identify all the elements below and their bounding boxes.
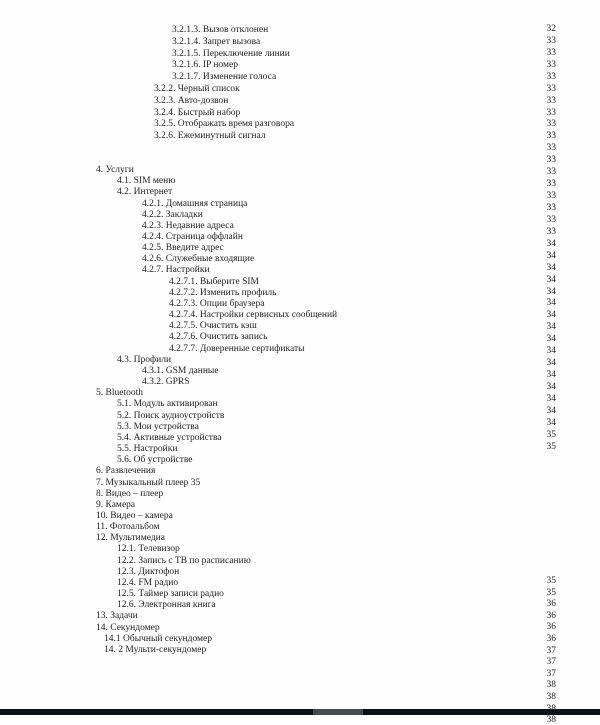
toc-entry: 6. Развлечения <box>96 466 156 477</box>
toc-page-number: 33 <box>546 179 556 190</box>
toc-entry: 4.3. Профили <box>117 354 172 365</box>
toc-entry: 5.5. Настройки <box>117 444 178 454</box>
toc-page-number: 33 <box>546 95 556 106</box>
toc-page-number: 33 <box>546 155 556 166</box>
toc-page-number: 34 <box>546 417 556 428</box>
toc-page-number: 33 <box>546 119 556 130</box>
toc-entry: 12.6. Электронная книга <box>117 600 216 611</box>
toc-entry: 13. Задачи <box>96 611 138 622</box>
toc-entry: 3.2.5. Отображать время разговора <box>154 119 295 130</box>
toc-page-number: 33 <box>546 143 556 154</box>
toc-page-number: 33 <box>546 131 556 142</box>
toc-page-number: 33 <box>546 47 556 58</box>
toc-page-number: 36 <box>546 622 556 633</box>
toc-page-number: 33 <box>546 191 556 201</box>
toc-page-number: 34 <box>546 286 556 297</box>
toc-entry: 3.2.2. Черный список <box>154 84 240 94</box>
toc-entry: 4.2.7.3. Опции браузера <box>169 298 265 309</box>
toc-entry: 12.5. Таймер записи радио <box>117 589 224 600</box>
toc-page-number: 34 <box>546 334 556 345</box>
toc-entry: 3.2.1.6. IP номер <box>172 60 238 71</box>
toc-page-number: 34 <box>546 238 556 249</box>
toc-entry: 4.2.7.2. Изменить профиль <box>169 287 277 298</box>
toc-page-number: 36 <box>546 599 556 610</box>
toc-page-number: 35 <box>546 587 556 598</box>
toc-page-number: 33 <box>546 202 556 213</box>
toc-entry: 3.2.3. Авто-дозвон <box>154 95 229 106</box>
toc-page-number: 34 <box>546 274 556 285</box>
toc-entry: 5.1. Модуль активирован <box>117 399 218 410</box>
toc-entry: 4.2. Интернет <box>117 187 173 198</box>
toc-page-number: 34 <box>546 358 556 368</box>
toc-entry: 4.2.7.4. Настройки сервисных сообщений <box>169 310 338 321</box>
toc-entry: 4.2.7. Настройки <box>142 265 210 276</box>
toc-entry: 3.2.1.4. Запрет вызова <box>172 36 261 47</box>
toc-entry: 12.4. FM радио <box>117 577 179 588</box>
toc-page-number: 34 <box>546 393 556 404</box>
toc-entry: 4.2.5. Введите адрес <box>142 243 224 254</box>
toc-entry: 5.2. Поиск аудиоустройств <box>117 410 225 421</box>
toc-page-number: 35 <box>546 429 556 440</box>
toc-entry: 7. Музыкальный плеер 35 <box>96 477 201 488</box>
toc-page-number: 38 <box>546 680 556 691</box>
toc-page-number: 34 <box>546 262 556 273</box>
toc-page-number: 33 <box>546 35 556 46</box>
toc-page-number: 34 <box>546 405 556 416</box>
toc-entry: 3.2.1.3. Вызов отклонен <box>172 25 269 35</box>
toc-page-number: 37 <box>546 645 556 656</box>
toc-page-number: 33 <box>546 226 556 237</box>
toc-page-number: 34 <box>546 370 556 380</box>
toc-page-number: 32 <box>546 24 556 34</box>
toc-entry: 9. Камера <box>96 499 136 510</box>
toc-page-number: 35 <box>546 576 556 586</box>
toc-page-number: 34 <box>546 298 556 309</box>
toc-page-number: 33 <box>546 59 556 70</box>
horizontal-scrollbar[interactable] <box>0 709 600 715</box>
toc-entry: 4.2.4. Страница оффлайн <box>142 232 243 242</box>
toc-page-number: 36 <box>546 610 556 621</box>
toc-entry: 4.2.1. Домашняя страница <box>142 198 248 209</box>
toc-page-number: 34 <box>546 346 556 357</box>
toc-page-number: 34 <box>546 322 556 333</box>
toc-entry: 4.1. SIM меню <box>117 176 176 187</box>
toc-entry: 14. Секундомер <box>96 622 160 633</box>
toc-entry: 4.2.7.6. Очистить запись <box>169 332 268 343</box>
toc-entry: 3.2.1.7. Изменение голоса <box>172 72 277 83</box>
toc-entry: 4.2.7.5. Очистить кэш <box>169 321 257 332</box>
toc-entry: 12. Мультимедиа <box>96 533 165 544</box>
toc-entry: 5.4. Активные устройства <box>117 432 222 443</box>
toc-entry: 12.3. Диктофон <box>117 566 180 577</box>
toc-entry: 14.1 Обычный секундомер <box>104 633 213 644</box>
toc-page-number: 38 <box>546 692 556 702</box>
toc-entry: 4.2.2. Закладки <box>142 209 203 220</box>
toc-entry: 3.2.6. Ежеминутный сигнал <box>154 131 266 142</box>
toc-entry: 4.2.7.7. Доверенные сертификаты <box>169 343 305 354</box>
toc-entry: 8. Видео – плеер <box>96 488 164 499</box>
toc-page-number: 34 <box>546 310 556 321</box>
toc-entry: 5. Bluetooth <box>96 388 143 399</box>
toc-page-number: 33 <box>546 214 556 225</box>
toc-page-number: 38 <box>546 715 556 725</box>
toc-page-number: 35 <box>546 441 556 452</box>
toc-page-number: 33 <box>546 83 556 94</box>
toc-page-number: 34 <box>546 250 556 261</box>
scrollbar-thumb[interactable] <box>313 709 363 715</box>
toc-entry: 5.6. Об устройстве <box>117 455 193 466</box>
toc-entry: 5.3. Мои устройства <box>117 421 199 432</box>
toc-entry: 12.2. Запись с ТВ по расписанию <box>117 555 251 566</box>
toc-entry: 14. 2 Мульти-секундомер <box>104 644 207 655</box>
toc-entry: 3.2.4. Быстрый набор <box>154 107 241 118</box>
toc-entry: 4.2.7.1. Выберите SIM <box>169 276 259 287</box>
toc-entry: 4.3.1. GSM данные <box>142 365 219 376</box>
toc-entry: 4.3.2. GPRS <box>142 377 190 387</box>
toc-entry: 12.1. Телевизор <box>117 544 180 555</box>
toc-page-number: 33 <box>546 107 556 118</box>
toc-entry: 11. Фотоальбом <box>96 522 160 533</box>
toc-entry: 4. Услуги <box>96 165 134 175</box>
toc-entry: 10. Видео – камера <box>96 511 173 521</box>
toc-page-number: 36 <box>546 634 556 644</box>
toc-entry: 3.2.1.5. Переключение линии <box>172 48 290 59</box>
toc-page-number: 33 <box>546 167 556 178</box>
toc-page-number: 37 <box>546 668 556 679</box>
toc-page-number: 37 <box>546 657 556 668</box>
toc-page-number: 34 <box>546 381 556 392</box>
toc-entry: 4.2.6. Служебные входящие <box>142 254 255 265</box>
toc-entry: 4.2.3. Недавние адреса <box>142 220 234 231</box>
toc-page-number: 33 <box>546 71 556 82</box>
